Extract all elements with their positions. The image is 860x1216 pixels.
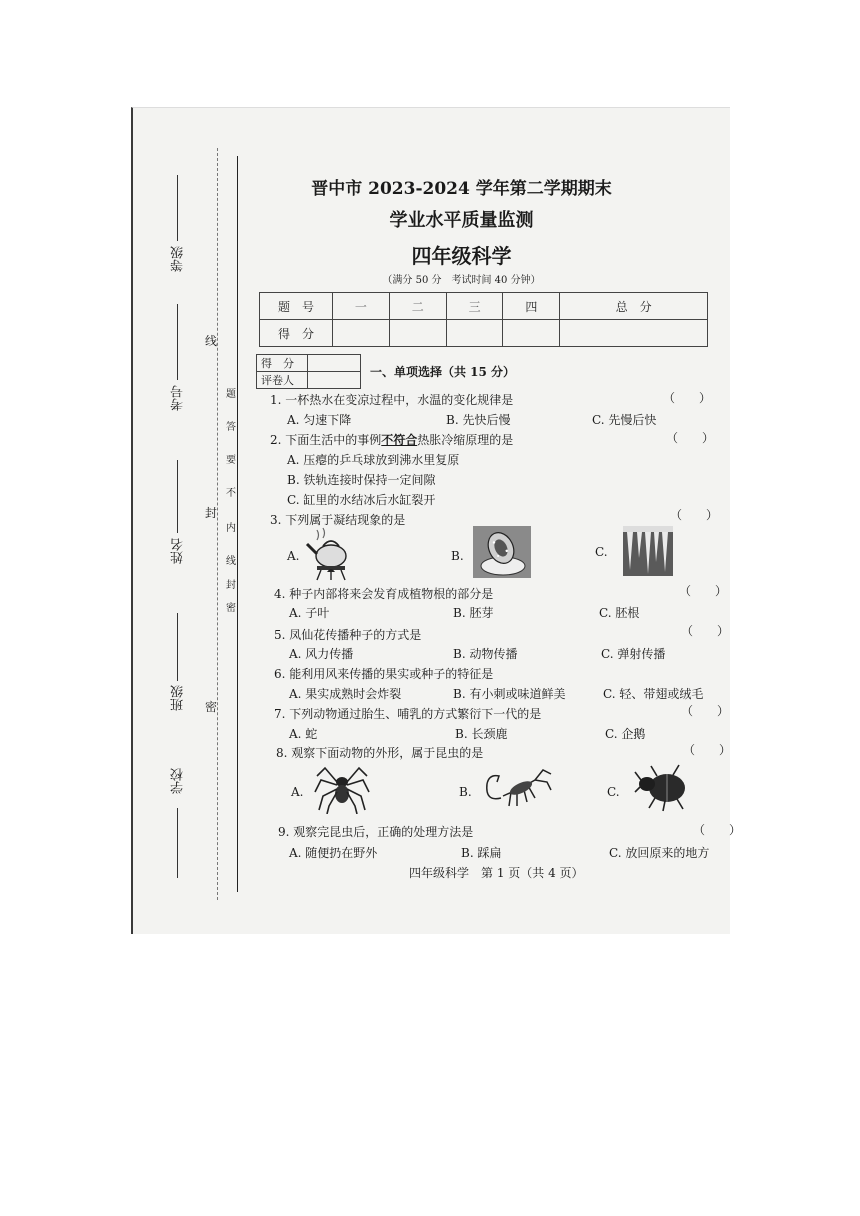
beetle-icon bbox=[633, 762, 695, 812]
page-footer: 四年级科学 第 1 页（共 4 页） bbox=[409, 866, 584, 880]
question-4-option-c[interactable]: C. 胚根 bbox=[599, 606, 640, 620]
grader-score-cell[interactable] bbox=[308, 355, 361, 372]
question-8-option-c[interactable]: C. bbox=[607, 785, 620, 799]
question-5-option-c[interactable]: C. 弹射传播 bbox=[601, 647, 666, 661]
warning-char-3: 要 bbox=[226, 455, 236, 466]
warning-char-7: 封 bbox=[226, 580, 236, 591]
question-6-option-c[interactable]: C. 轻、带翅或绒毛 bbox=[603, 687, 704, 701]
question-1-option-b[interactable]: B. 先快后慢 bbox=[446, 413, 511, 427]
exam-subject: 四年级科学 bbox=[411, 244, 512, 268]
question-4-option-b[interactable]: B. 胚芽 bbox=[453, 606, 494, 620]
question-5-option-b[interactable]: B. 动物传播 bbox=[453, 647, 518, 661]
question-2-stem bbox=[270, 431, 513, 448]
question-2-stem-pre: 2. 下面生活中的事例 bbox=[270, 433, 382, 447]
question-7-option-b[interactable]: B. 长颈鹿 bbox=[455, 727, 508, 741]
warning-char-1: 题 bbox=[226, 389, 236, 400]
kettle-steam-icon bbox=[303, 526, 359, 582]
score-table bbox=[259, 292, 708, 347]
question-4-option-a[interactable]: A. 子叶 bbox=[289, 606, 330, 620]
spider-icon bbox=[313, 762, 371, 814]
class-label: 班级 bbox=[171, 685, 186, 711]
question-1-answer-blank[interactable]: （ ） bbox=[663, 391, 712, 405]
warning-char-4: 不 bbox=[226, 488, 236, 499]
name-label: 姓名 bbox=[171, 538, 186, 564]
question-9-option-c[interactable]: C. 放回原来的地方 bbox=[609, 846, 710, 860]
score-cell-4[interactable] bbox=[503, 320, 560, 347]
score-table-header-row bbox=[260, 293, 708, 320]
question-3-stem: 3. 下列属于凝结现象的是 bbox=[270, 513, 406, 527]
question-6-option-b[interactable]: B. 有小刺或味道鲜美 bbox=[453, 687, 566, 701]
question-8-answer-blank[interactable]: （ ） bbox=[683, 743, 732, 757]
question-7-option-c[interactable]: C. 企鹅 bbox=[605, 727, 646, 741]
grader-score-label: 得 分 bbox=[257, 355, 308, 372]
warning-char-6: 线 bbox=[226, 556, 236, 567]
question-2-option-a[interactable]: A. 压瘪的乒乓球放到沸水里复原 bbox=[287, 453, 460, 467]
question-2-stem-post: 热胀冷缩原理的是 bbox=[417, 433, 514, 447]
warning-char-8: 密 bbox=[226, 603, 236, 614]
question-5-stem: 5. 凤仙花传播种子的方式是 bbox=[274, 628, 422, 642]
score-table-cell: 得 分 bbox=[260, 320, 333, 347]
question-9-answer-blank[interactable]: （ ） bbox=[693, 823, 742, 837]
question-8-stem: 8. 观察下面动物的外形，属于昆虫的是 bbox=[276, 746, 484, 760]
seal-char-feng: 封 bbox=[204, 506, 217, 520]
exam-number-label: 考号 bbox=[171, 385, 186, 411]
grader-row-score bbox=[257, 355, 361, 372]
score-cell-1[interactable] bbox=[333, 320, 390, 347]
seal-char-xian: 线 bbox=[204, 334, 217, 348]
question-6-option-a[interactable]: A. 果实成熟时会炸裂 bbox=[289, 687, 402, 701]
question-2-option-c[interactable]: C. 缸里的水结冰后水缸裂开 bbox=[287, 493, 436, 507]
exam-number-line bbox=[177, 304, 178, 380]
score-cell-total[interactable] bbox=[560, 320, 708, 347]
grader-box bbox=[256, 354, 361, 389]
question-2-option-b[interactable]: B. 铁轨连接时保持一定间隙 bbox=[287, 473, 436, 487]
question-6-stem: 6. 能利用风来传播的果实或种子的特征是 bbox=[274, 667, 494, 681]
question-3-answer-blank[interactable]: （ ） bbox=[670, 508, 719, 522]
question-2-stem-emphasis: 不符合 bbox=[381, 433, 418, 447]
score-cell-3[interactable] bbox=[446, 320, 503, 347]
scorpion-icon bbox=[481, 762, 555, 812]
question-5-option-a[interactable]: A. 风力传播 bbox=[289, 647, 354, 661]
question-8-option-b[interactable]: B. bbox=[459, 785, 472, 799]
score-table-cell: 一 bbox=[333, 293, 390, 320]
warning-char-2: 答 bbox=[226, 422, 236, 433]
question-8-option-a[interactable]: A. bbox=[291, 785, 304, 799]
score-cell-2[interactable] bbox=[389, 320, 446, 347]
exam-note: （满分 50 分 考试时间 40 分钟） bbox=[382, 275, 541, 286]
score-table-cell: 总 分 bbox=[560, 293, 708, 320]
cold-lid-condensation-icon bbox=[473, 526, 531, 578]
question-9-stem: 9. 观察完昆虫后，正确的处理方法是 bbox=[278, 825, 474, 839]
grader-name-cell[interactable] bbox=[308, 372, 361, 389]
question-7-option-a[interactable]: A. 蛇 bbox=[289, 727, 318, 741]
exam-subtitle: 学业水平质量监测 bbox=[389, 210, 534, 231]
name-line bbox=[177, 460, 178, 533]
class-line bbox=[177, 613, 178, 681]
question-7-answer-blank[interactable]: （ ） bbox=[681, 704, 730, 718]
warning-char-5: 内 bbox=[226, 523, 236, 534]
school-label: 学校 bbox=[171, 768, 186, 794]
exam-title: 晋中市 2023-2024 学年第二学期期末 bbox=[311, 179, 612, 199]
question-9-option-a[interactable]: A. 随便扔在野外 bbox=[289, 846, 378, 860]
section-one-title: 一、单项选择（共 15 分） bbox=[370, 365, 516, 379]
question-9-option-b[interactable]: B. 踩扁 bbox=[461, 846, 502, 860]
score-table-cell: 三 bbox=[446, 293, 503, 320]
question-4-answer-blank[interactable]: （ ） bbox=[679, 584, 728, 598]
score-table-cell: 四 bbox=[503, 293, 560, 320]
question-3-option-c[interactable]: C. bbox=[595, 545, 608, 559]
question-5-answer-blank[interactable]: （ ） bbox=[681, 624, 730, 638]
question-1-option-a[interactable]: A. 匀速下降 bbox=[287, 413, 352, 427]
score-table-cell: 题 号 bbox=[260, 293, 333, 320]
icicles-icon bbox=[623, 526, 673, 576]
exam-sheet bbox=[131, 107, 742, 934]
score-table-score-row bbox=[260, 320, 708, 347]
question-3-option-a[interactable]: A. bbox=[287, 549, 300, 563]
grader-row-name bbox=[257, 372, 361, 389]
question-2-answer-blank[interactable]: （ ） bbox=[666, 431, 715, 445]
question-1-option-c[interactable]: C. 先慢后快 bbox=[592, 413, 657, 427]
question-1-stem: 1. 一杯热水在变凉过程中，水温的变化规律是 bbox=[270, 393, 514, 407]
school-line bbox=[177, 808, 178, 878]
grade-rank-label: 等级 bbox=[171, 246, 186, 272]
question-3-option-b[interactable]: B. bbox=[451, 549, 464, 563]
score-table-cell: 二 bbox=[389, 293, 446, 320]
seal-char-mi: 密 bbox=[204, 700, 217, 714]
grader-name-label: 评卷人 bbox=[257, 372, 308, 389]
question-4-stem: 4. 种子内部将来会发育成植物根的部分是 bbox=[274, 587, 494, 601]
question-7-stem: 7. 下列动物通过胎生、哺乳的方式繁衍下一代的是 bbox=[274, 707, 542, 721]
